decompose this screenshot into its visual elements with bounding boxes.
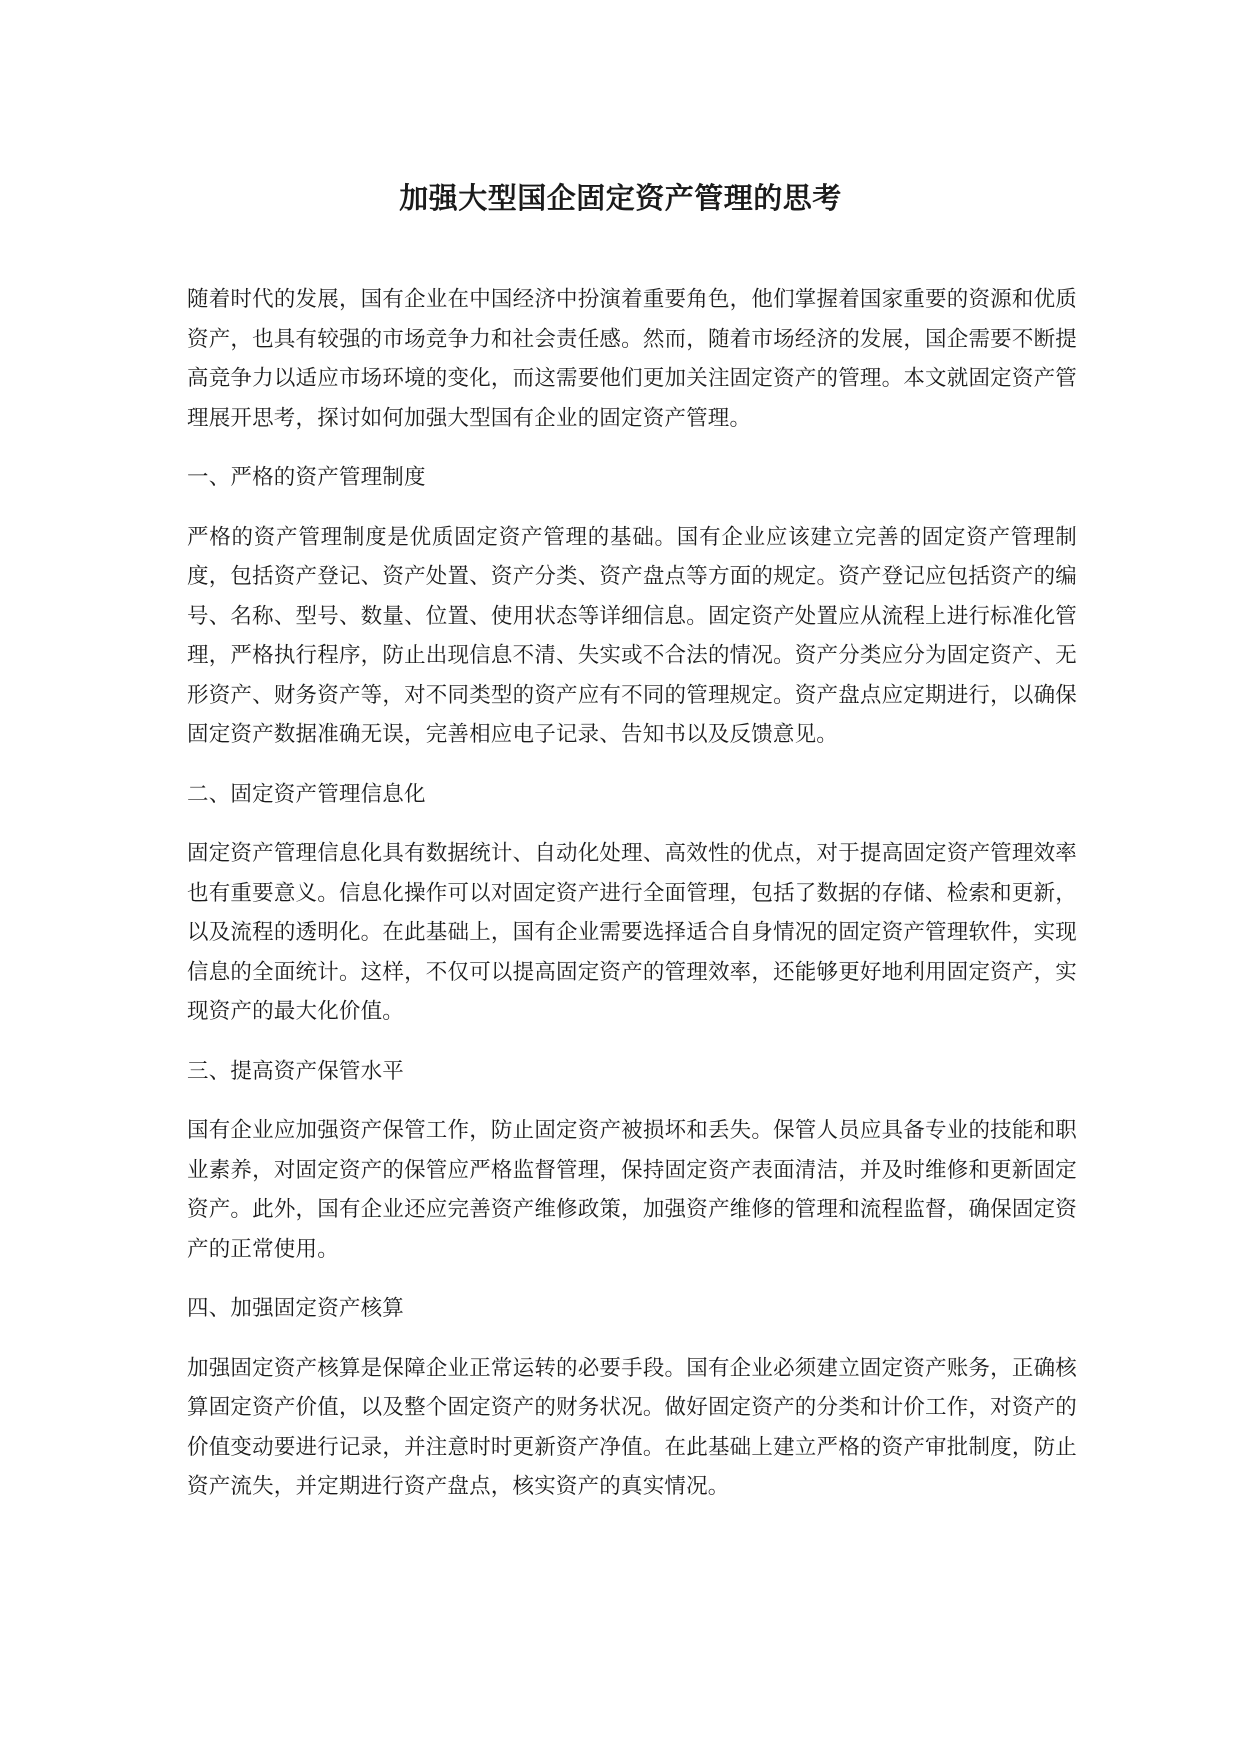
section-heading: 一、严格的资产管理制度 [187,465,426,490]
section-paragraph: 加强固定资产核算是保障企业正常运转的必要手段。国有企业必须建立固定资产账务，正确核算固定资产价值，以及整个固定资产的财务状况。做好固定资产的分类和计价工作，对资产的价值变动要进行记录，并注意时时更新资产净值。在此基础上建立严格的资产审批制度，防止资产流失，并定期进行资产盘点，核实资产的真实情况。 [187,1355,1077,1499]
document-body [187,280,1077,1527]
section-heading: 四、加强固定资产核算 [187,1296,405,1321]
section-heading: 三、提高资产保管水平 [187,1058,405,1084]
intro-paragraph: 随着时代的发展，国有企业在中国经济中扮演着重要角色，他们掌握着国家重要的资源和优质资产，也具有较强的市场竞争力和社会责任感。然而，随着市场经济的发展，国企需要不断提高竞争力以适应市场环境的变化，而这需要他们更加关注固定资产的管理。本文就固定资产管理展开思考，探讨如何加强大型国有企业的固定资产管理。 [187,287,1077,431]
section-paragraph: 固定资产管理信息化具有数据统计、自动化处理、高效性的优点，对于提高固定资产管理效率也有重要意义。信息化操作可以对固定资产进行全面管理，包括了数据的存储、检索和更新，以及流程的透明化。在此基础上，国有企业需要选择适合自身情况的固定资产管理软件，实现信息的全面统计。这样，不仅可以提高固定资产的管理效率，还能够更好地利用固定资产，实现资产的最大化价值。 [187,841,1077,1024]
document-title: 加强大型国企固定资产管理的思考 [399,181,842,215]
section-paragraph: 国有企业应加强资产保管工作，防止固定资产被损坏和丢失。保管人员应具备专业的技能和职业素养，对固定资产的保管应严格监督管理，保持固定资产表面清洁，并及时维修和更新固定资产。此外，国有企业还应完善资产维修政策，加强资产维修的管理和流程监督，确保固定资产的正常使用。 [187,1118,1077,1262]
section-heading: 二、固定资产管理信息化 [187,781,426,807]
section-paragraph: 严格的资产管理制度是优质固定资产管理的基础。国有企业应该建立完善的固定资产管理制度，包括资产登记、资产处置、资产分类、资产盘点等方面的规定。资产登记应包括资产的编号、名称、型号、数量、位置、使用状态等详细信息。固定资产处置应从流程上进行标准化管理，严格执行程序，防止出现信息不清、失实或不合法的情况。资产分类应分为固定资产、无形资产、财务资产等，对不同类型的资产应有不同的管理规定。资产盘点应定期进行，以确保固定资产数据准确无误，完善相应电子记录、告知书以及反馈意见。 [187,524,1077,747]
